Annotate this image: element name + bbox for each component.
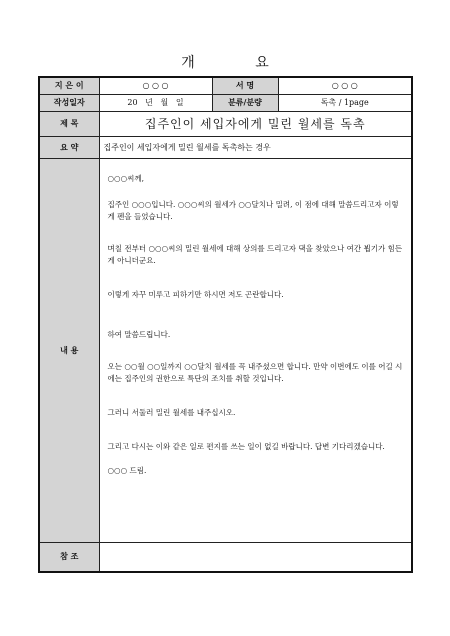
author-value: ○ ○ ○ (99, 77, 212, 94)
content-paragraph: 며칠 전부터 ○○○씨의 밀린 월세에 대해 상의를 드리고자 댁을 찾았으나 여간 뵙기가 힘든 게 아니더군요. (107, 243, 403, 265)
subject-row (39, 111, 412, 136)
subject-value: 집주인이 세입자에게 밀린 월세를 독촉 (99, 111, 412, 136)
content-paragraph: ○○○씨께, (107, 173, 145, 183)
summary-row (39, 136, 412, 158)
content-body (99, 158, 412, 542)
content-paragraph: ○○○ 드림. (107, 465, 147, 475)
content-paragraph: 하여 말씀드립니다. (107, 329, 171, 339)
date-value: 20 년 월 일 (99, 94, 212, 111)
content-paragraph: 그리고 다시는 이와 같은 일로 편지를 쓰는 일이 없길 바랍니다. 답변 기다리겠습니다. (107, 441, 385, 451)
content-row (39, 158, 412, 542)
content-paragraph: 그러니 서둘러 밀린 월세를 내주십시오. (107, 407, 236, 417)
signature-label: 서 명 (212, 77, 278, 94)
category-value: 독촉 / 1page (278, 94, 412, 111)
signature-value: ○ ○ ○ (278, 77, 412, 94)
reference-label: 참 조 (39, 542, 99, 572)
content-paragraph: 오는 ○○월 ○○일까지 ○○달치 월세를 꼭 내주셨으면 합니다. 만약 이번에도 이를 어길 시에는 집주인의 권한으로 특단의 조치를 취할 것입니다. (107, 361, 403, 383)
reference-value (99, 542, 412, 572)
summary-value: 집주인이 세입자에게 밀린 월세를 독촉하는 경우 (99, 136, 412, 158)
author-label: 지 은 이 (39, 77, 99, 94)
reference-row (39, 542, 412, 572)
document-title: 개 요 (181, 55, 297, 71)
summary-label: 요 약 (39, 136, 99, 158)
date-label: 작성일자 (39, 94, 99, 111)
category-label: 분류/분량 (212, 94, 278, 111)
content-paragraph: 이렇게 자꾸 미루고 피하기만 하시면 저도 곤란합니다. (107, 289, 284, 299)
date-row (39, 94, 412, 111)
summary-form-table (38, 76, 413, 573)
subject-label: 제 목 (39, 111, 99, 136)
content-paragraph: 집주인 ○○○입니다. ○○○씨의 월세가 ○○달치나 밀려, 이 점에 대해 말씀드리고자 이렇게 펜을 들었습니다. (107, 199, 399, 221)
author-row (39, 77, 412, 94)
content-label: 내 용 (39, 158, 99, 542)
